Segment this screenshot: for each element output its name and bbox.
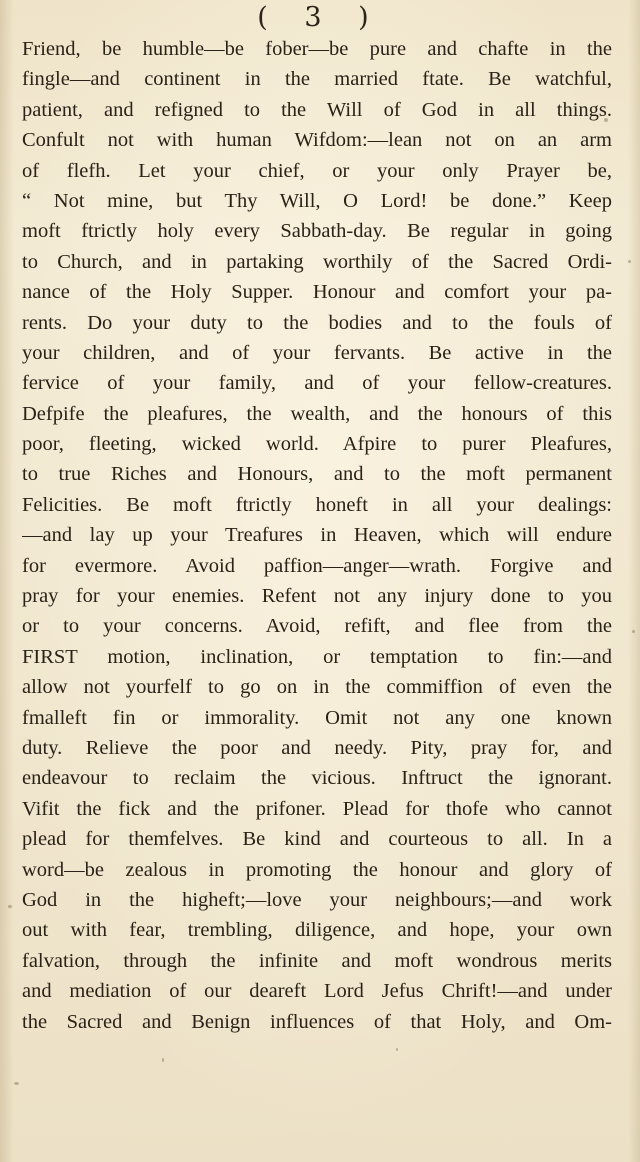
text-line: word—be zealous in promoting the honour and glory of — [22, 858, 612, 881]
body-text — [22, 34, 612, 1037]
page-edge-right — [628, 0, 640, 1162]
text-line: poor, fleeting, wicked world. Afpire to purer Pleafures, — [22, 433, 612, 456]
text-line: pray for your enemies. Refent not any injury done to you — [22, 585, 612, 608]
text-line: fingle—and continent in the married ftate. Be watchful, — [22, 68, 612, 91]
text-line: the Sacred and Benign influences of that Holy, and Om- — [22, 1010, 612, 1033]
text-line: or to your concerns. Avoid, refift, and flee from the — [22, 615, 612, 638]
paper-speck — [8, 905, 12, 908]
text-line: “ Not mine, but Thy Will, O Lord! be done.” Keep — [22, 189, 612, 212]
paper-speck — [632, 630, 635, 633]
paper-speck — [14, 1082, 19, 1085]
text-line: fervice of your family, and of your fellow-creatures. — [22, 372, 612, 395]
text-line: of flefh. Let your chief, or your only Prayer be, — [22, 159, 612, 182]
text-line: Confult not with human Wifdom:—lean not on an arm — [22, 129, 612, 152]
text-line: plead for themfelves. Be kind and courteous to all. In a — [22, 828, 612, 851]
text-line: FIRST motion, inclination, or temptation to fin:—and — [22, 645, 612, 668]
text-line: God in the higheft;—love your neighbours;—and work — [22, 888, 612, 911]
text-line: Vifit the fick and the prifoner. Plead for thofe who cannot — [22, 797, 612, 820]
text-line: rents. Do your duty to the bodies and to the fouls of — [22, 311, 612, 334]
text-line: and mediation of our deareft Lord Jefus Chrift!—and under — [22, 980, 612, 1003]
text-line: allow not yourfelf to go on in the commiffion of even the — [22, 676, 612, 699]
text-line: endeavour to reclaim the vicious. Inftruct the ignorant. — [22, 767, 612, 790]
text-line: moft ftrictly holy every Sabbath-day. Be regular in going — [22, 220, 612, 243]
paper-speck — [396, 1048, 398, 1051]
text-line: Defpife the pleafures, the wealth, and the honours of this — [22, 402, 612, 425]
text-line: duty. Relieve the poor and needy. Pity, pray for, and — [22, 736, 612, 759]
text-line: Felicities. Be moft ftrictly honeft in all your dealings: — [22, 493, 612, 516]
paper-speck — [628, 260, 631, 263]
text-line: your children, and of your fervants. Be active in the — [22, 341, 612, 364]
text-line: Friend, be humble—be fober—be pure and chafte in the — [22, 38, 612, 60]
page-edge-left — [0, 0, 14, 1162]
text-line: —and lay up your Treafures in Heaven, which will endure — [22, 524, 612, 547]
text-line: falvation, through the infinite and moft wondrous merits — [22, 949, 612, 972]
text-line: to true Riches and Honours, and to the moft permanent — [22, 463, 612, 486]
text-line: patient, and refigned to the Will of God in all things. — [22, 98, 612, 121]
text-line: nance of the Holy Supper. Honour and comfort your pa- — [22, 281, 612, 304]
page-number: ( 3 ) — [257, 2, 383, 33]
paper-speck — [162, 1058, 164, 1062]
text-line: to Church, and in partaking worthily of the Sacred Ordi- — [22, 250, 612, 273]
text-line: for evermore. Avoid paffion—anger—wrath. Forgive and — [22, 554, 612, 577]
text-line: fmalleft fin or immorality. Omit not any one known — [22, 706, 612, 729]
text-line: out with fear, trembling, diligence, and hope, your own — [22, 919, 612, 942]
